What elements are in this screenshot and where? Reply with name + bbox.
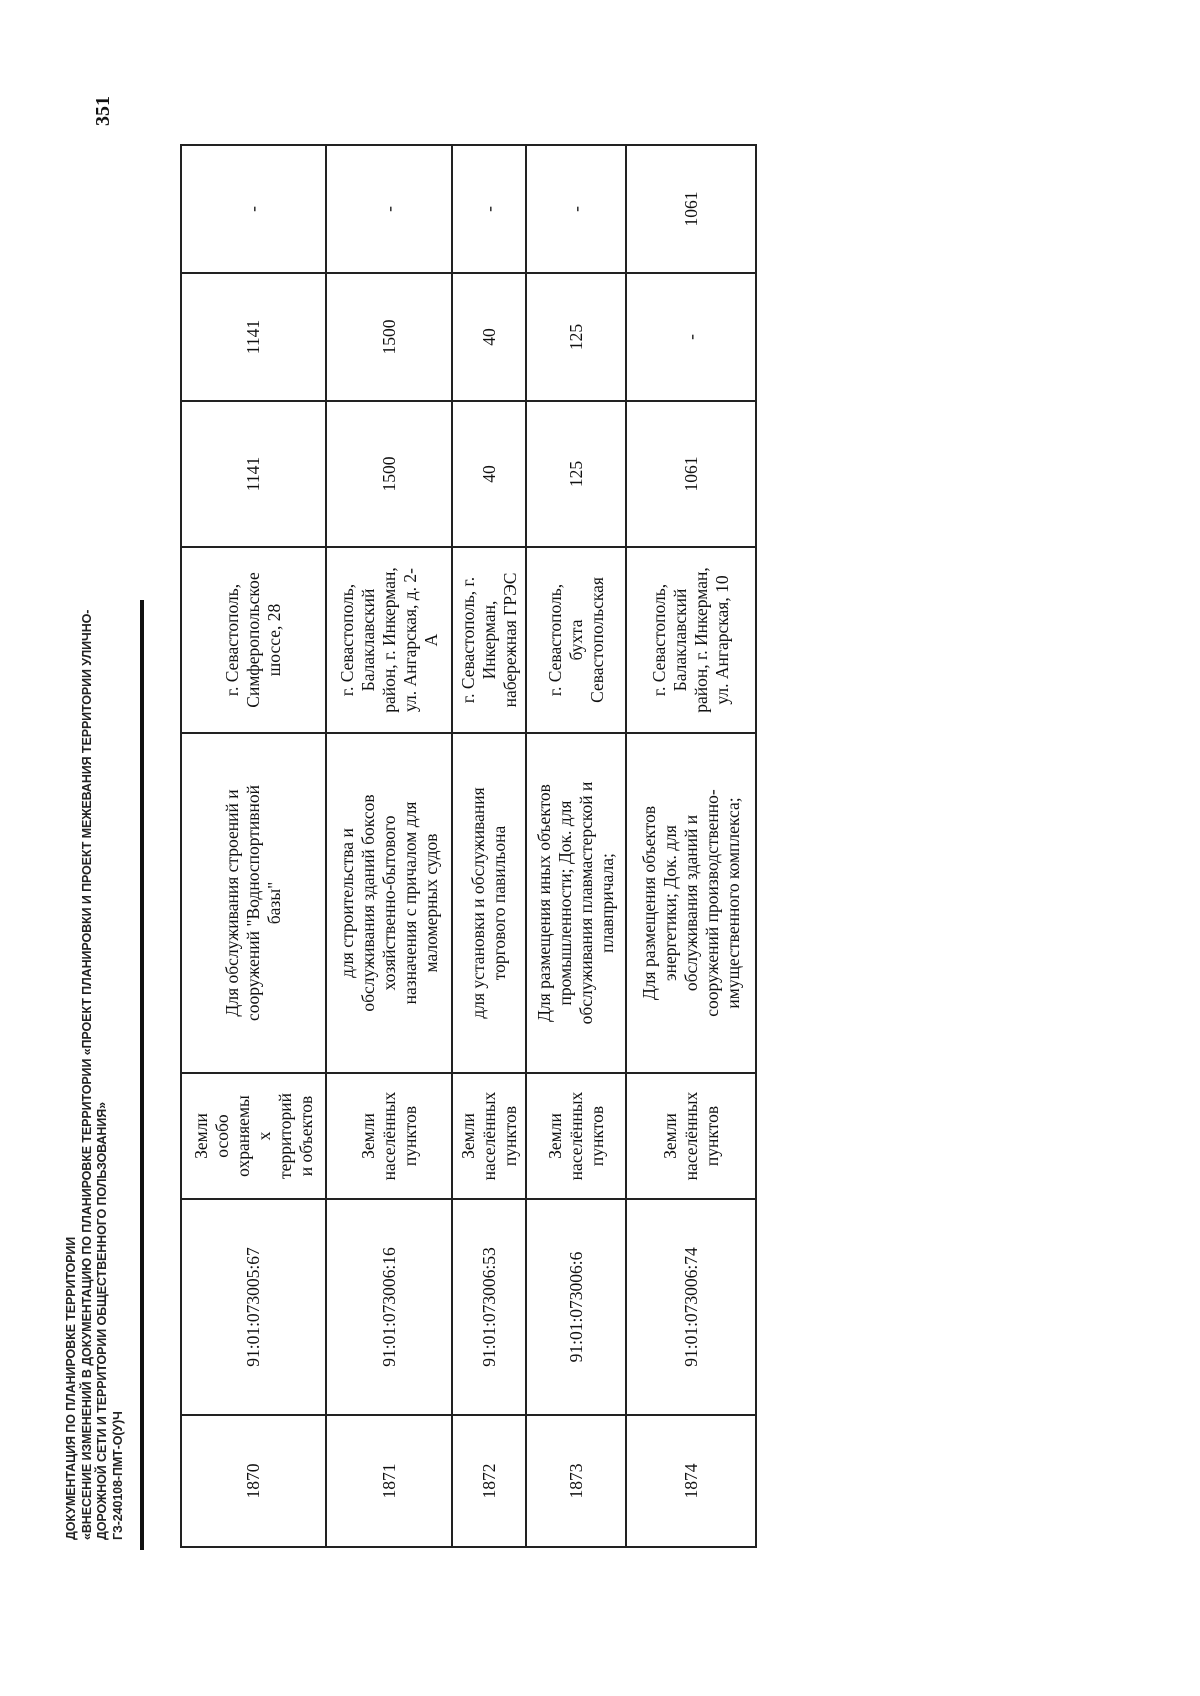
cell-address: г. Севастополь, Балаклавский район, г. Инкерман, ул. Ангарская, 10 bbox=[626, 547, 756, 733]
header-line-1: ДОКУМЕНТАЦИЯ ПО ПЛАНИРОВКЕ ТЕРРИТОРИИ bbox=[64, 1236, 78, 1540]
table-row bbox=[326, 145, 452, 1547]
cell-permitted-use: для установки и обслуживания торгового павильона bbox=[452, 733, 526, 1073]
header-rule bbox=[140, 600, 144, 1550]
header-line-2: «ВНЕСЕНИЕ ИЗМЕНЕНИЙ В ДОКУМЕНТАЦИЮ ПО ПЛАНИРОВКЕ ТЕРРИТОРИИ «ПРОЕКТ ПЛАНИРОВКИ И ПРОЕКТ МЕЖЕВАНИЯ ТЕРРИТОРИИ УЛИЧНО- bbox=[79, 609, 94, 1540]
cell-land-category: Земли населённых пунктов bbox=[626, 1073, 756, 1199]
cell-land-category: Земли особо охраняемы х территорий и объектов bbox=[181, 1073, 326, 1199]
document-header bbox=[64, 610, 126, 1540]
cell-area-total: 1500 bbox=[326, 401, 452, 547]
cell-land-category: Земли населённых пунктов bbox=[526, 1073, 626, 1199]
table-row bbox=[452, 145, 526, 1547]
cell-land-category: Земли населённых пунктов bbox=[326, 1073, 452, 1199]
cell-row-number: 1870 bbox=[181, 1415, 326, 1547]
page-number: 351 bbox=[92, 96, 114, 126]
cell-area-within: 40 bbox=[452, 273, 526, 401]
land-plots-table bbox=[180, 144, 757, 1548]
cell-area-total: 40 bbox=[452, 401, 526, 547]
cell-address: г. Севастополь, Балаклавский район, г. Инкерман, ул. Ангарская, д. 2- А bbox=[326, 547, 452, 733]
cell-land-category: Земли населённых пунктов bbox=[452, 1073, 526, 1199]
cell-area-outside: - bbox=[526, 145, 626, 273]
cell-cadastral-number: 91:01:073006:74 bbox=[626, 1199, 756, 1415]
cell-row-number: 1872 bbox=[452, 1415, 526, 1547]
cell-area-total: 1141 bbox=[181, 401, 326, 547]
cell-cadastral-number: 91:01:073005:67 bbox=[181, 1199, 326, 1415]
cell-cadastral-number: 91:01:073006:6 bbox=[526, 1199, 626, 1415]
cell-cadastral-number: 91:01:073006:53 bbox=[452, 1199, 526, 1415]
cell-area-within: 1500 bbox=[326, 273, 452, 401]
cell-permitted-use: Для размещения объектов энергетики; Док. для обслуживания зданий и сооружений производственно- имущественного комплекса; bbox=[626, 733, 756, 1073]
cell-area-total: 125 bbox=[526, 401, 626, 547]
cell-area-outside: - bbox=[181, 145, 326, 273]
cell-area-within: 1141 bbox=[181, 273, 326, 401]
cell-row-number: 1873 bbox=[526, 1415, 626, 1547]
cell-area-outside: - bbox=[452, 145, 526, 273]
cell-address: г. Севастополь, Симферопольское шоссе, 28 bbox=[181, 547, 326, 733]
cell-area-within: 125 bbox=[526, 273, 626, 401]
cell-address: г. Севастополь, г. Инкерман, набережная ГРЭС bbox=[452, 547, 526, 733]
cell-address: г. Севастополь, бухта Севастопольская bbox=[526, 547, 626, 733]
table-row bbox=[626, 145, 756, 1547]
cell-row-number: 1871 bbox=[326, 1415, 452, 1547]
table-row bbox=[181, 145, 326, 1547]
cell-cadastral-number: 91:01:073006:16 bbox=[326, 1199, 452, 1415]
cell-area-within: - bbox=[626, 273, 756, 401]
cell-area-total: 1061 bbox=[626, 401, 756, 547]
cell-permitted-use: Для обслуживания строений и сооружений "Водноспортивной базы" bbox=[181, 733, 326, 1073]
header-line-3: ДОРОЖНОЙ СЕТИ И ТЕРРИТОРИИ ОБЩЕСТВЕННОГО ПОЛЬЗОВАНИЯ» bbox=[95, 1102, 109, 1540]
cell-area-outside: 1061 bbox=[626, 145, 756, 273]
header-line-4: ГЗ-240108-ПМТ-О(У)Ч bbox=[110, 1411, 125, 1540]
table-row bbox=[526, 145, 626, 1547]
cell-permitted-use: для строительства и обслуживания зданий боксов хозяйственно-бытового назначения с причалом для маломерных судов bbox=[326, 733, 452, 1073]
cell-row-number: 1874 bbox=[626, 1415, 756, 1547]
cell-permitted-use: Для размещения иных объектов промышленности; Док. для обслуживания плавмастерской и плавпричала; bbox=[526, 733, 626, 1073]
cell-area-outside: - bbox=[326, 145, 452, 273]
